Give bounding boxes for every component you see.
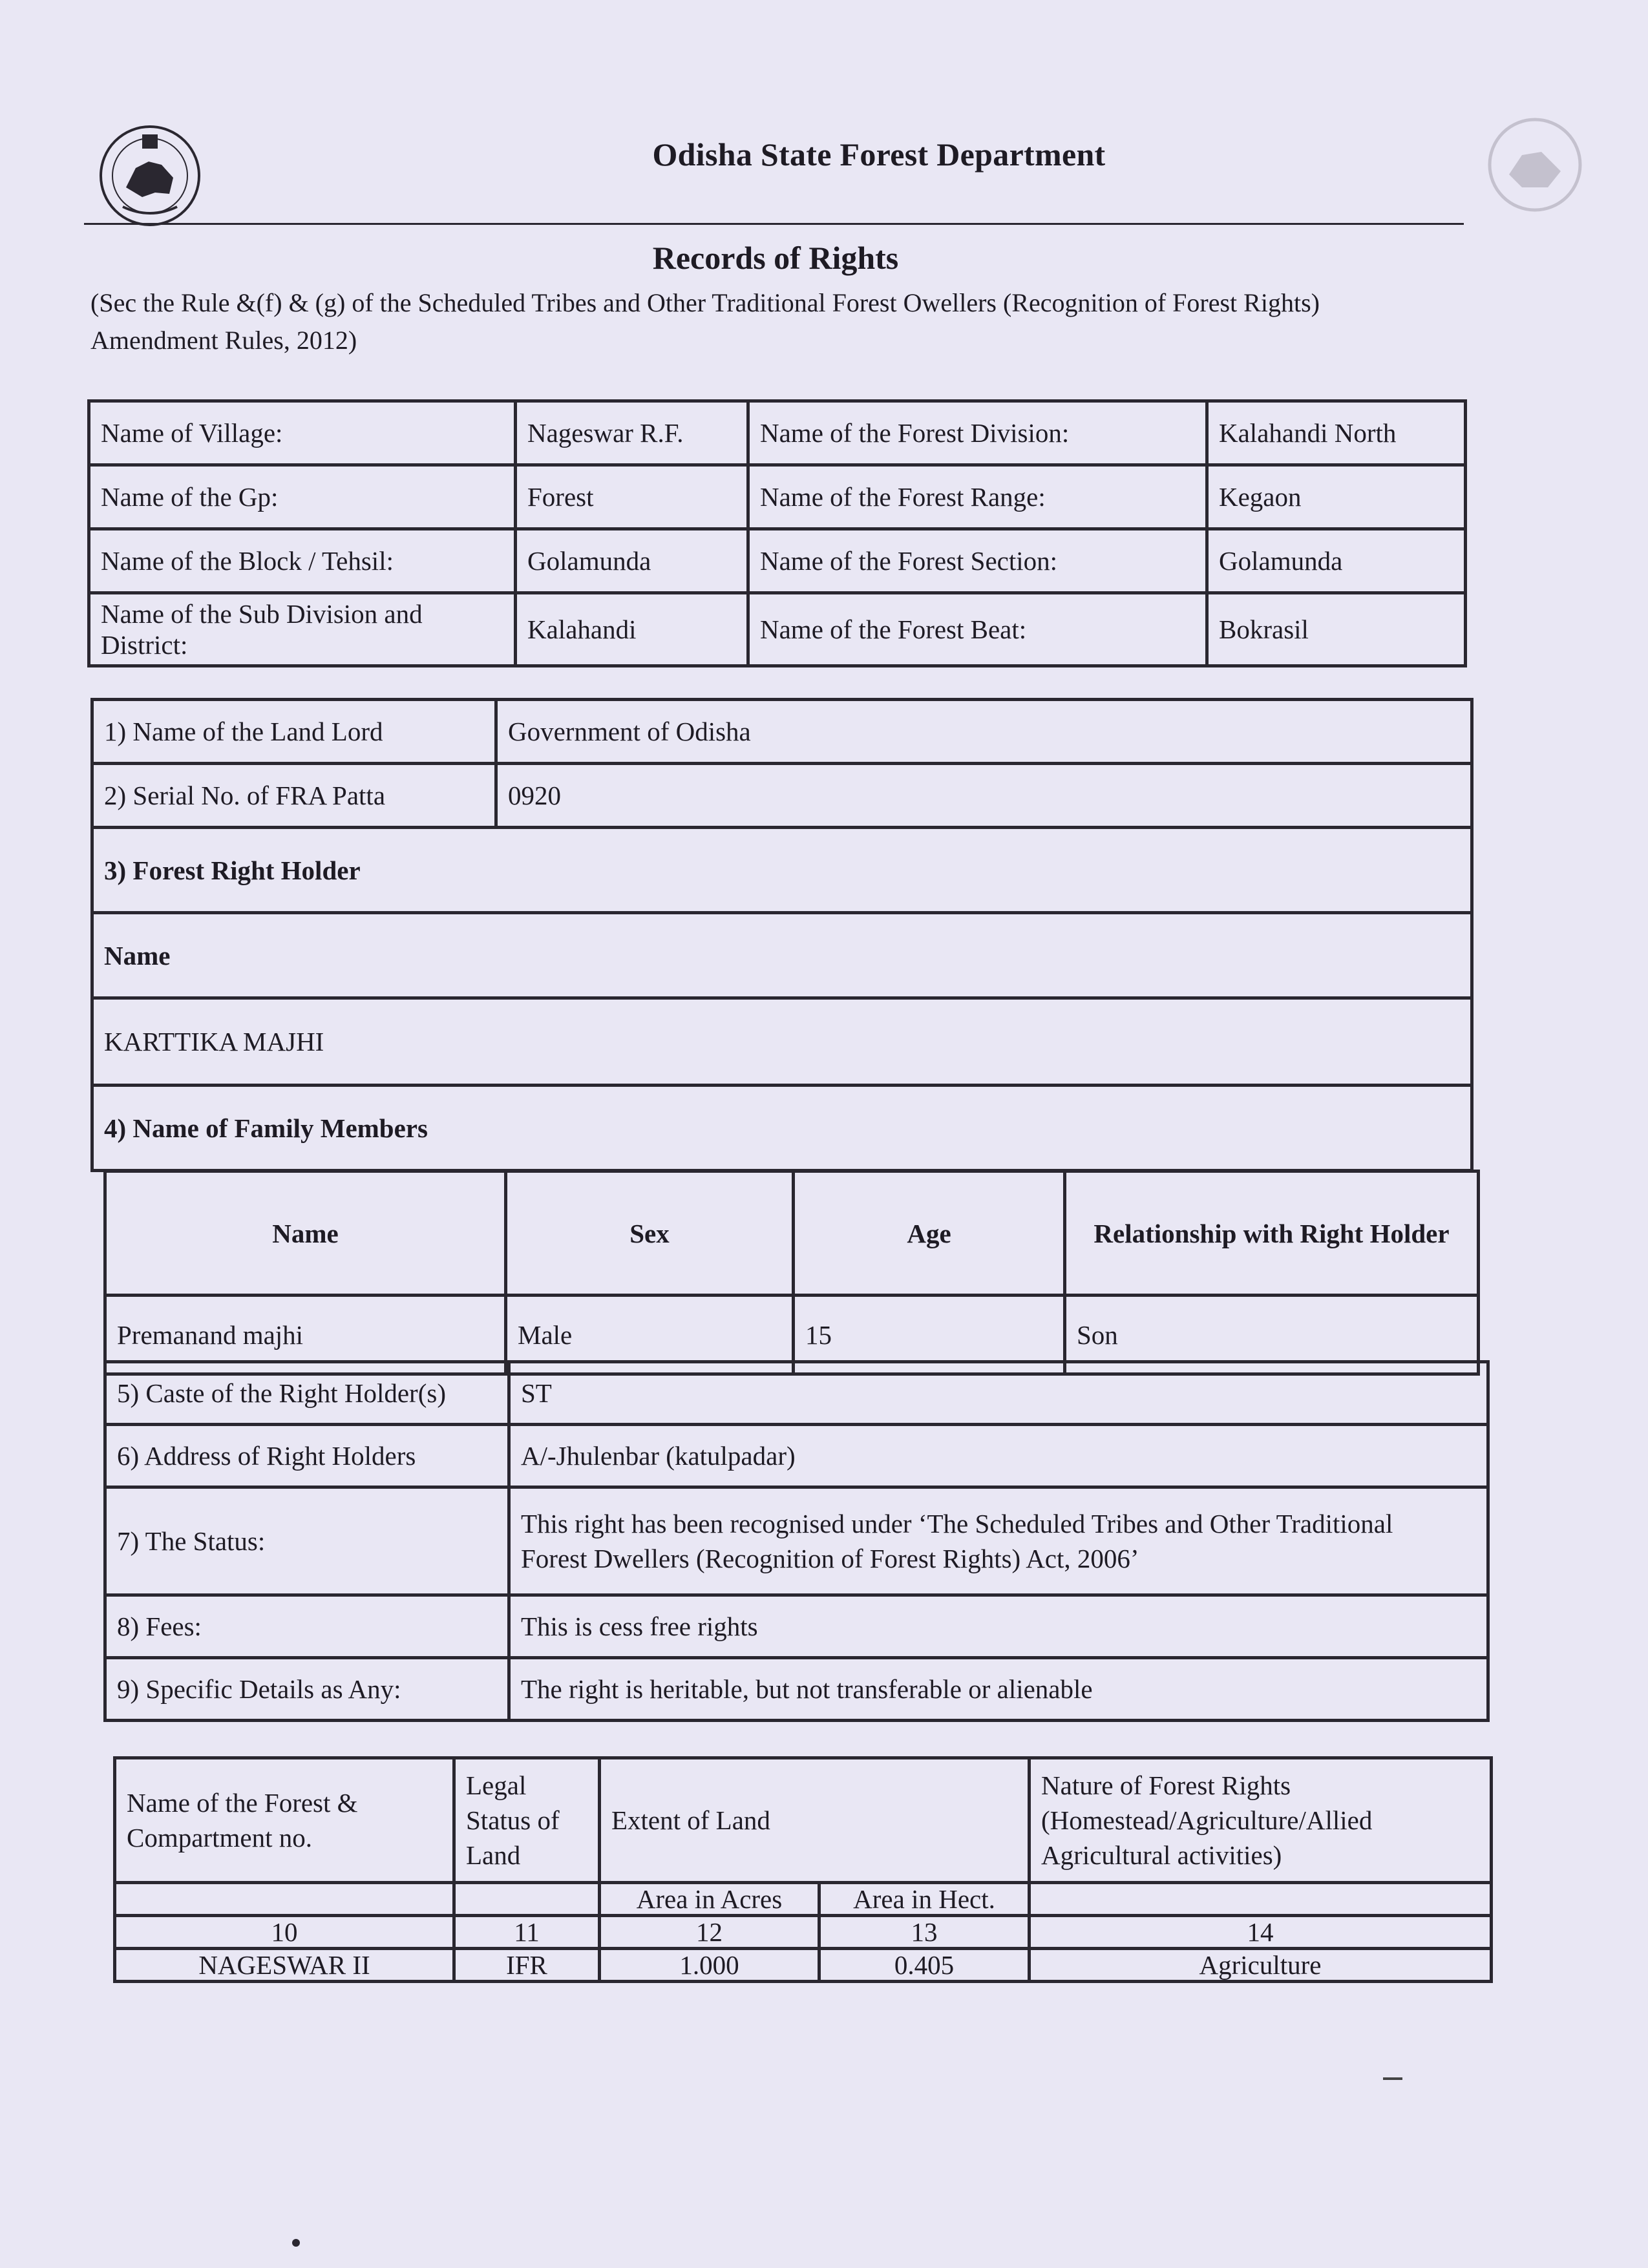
table-row: [89, 529, 1466, 593]
table-row: [89, 401, 1466, 465]
serial-label: 2) Serial No. of FRA Patta: [92, 764, 496, 828]
address-value: A/-Jhulenbar (katulpadar): [509, 1425, 1488, 1487]
nature-of-rights-header: Nature of Forest Rights (Homestead/Agriculture/Allied Agricultural activities): [1030, 1758, 1492, 1883]
specific-details-value: The right is heritable, but not transferable or alienable: [509, 1658, 1488, 1721]
status-label: 7) The Status:: [105, 1487, 509, 1595]
table-header-row: [115, 1758, 1492, 1883]
nature-of-rights-value: Agriculture: [1030, 1949, 1492, 1982]
table-row: [105, 1658, 1488, 1721]
right-holder-name: KARTTIKA MAJHI: [92, 998, 1472, 1086]
gp-value: Forest: [516, 465, 748, 529]
table-row: [105, 1425, 1488, 1487]
column-number: 13: [819, 1916, 1030, 1949]
family-members-table: [103, 1170, 1480, 1376]
column-header: Name: [105, 1171, 506, 1296]
table-row: [89, 465, 1466, 529]
address-label: 6) Address of Right Holders: [105, 1425, 509, 1487]
area-hect-value: 0.405: [819, 1949, 1030, 1982]
forest-name-value: NAGESWAR II: [115, 1949, 454, 1982]
member-relationship: Son: [1065, 1296, 1479, 1374]
forest-beat-value: Bokrasil: [1207, 593, 1466, 666]
gp-label: Name of the Gp:: [89, 465, 516, 529]
empty-cell: [1030, 1883, 1492, 1916]
legal-status-header: Legal Status of Land: [454, 1758, 600, 1883]
header-divider: [84, 223, 1464, 225]
block-label: Name of the Block / Tehsil:: [89, 529, 516, 593]
extent-of-land-header: Extent of Land: [600, 1758, 1030, 1883]
member-age: 15: [794, 1296, 1065, 1374]
rights-table: [90, 698, 1474, 1172]
area-acres-value: 1.000: [600, 1949, 819, 1982]
table-row: [105, 1487, 1488, 1595]
land-table: [113, 1756, 1493, 1983]
table-row: [115, 1949, 1492, 1982]
forest-range-value: Kegaon: [1207, 465, 1466, 529]
forest-range-label: Name of the Forest Range:: [748, 465, 1207, 529]
specific-details-label: 9) Specific Details as Any:: [105, 1658, 509, 1721]
table-row: [92, 700, 1472, 764]
landlord-label: 1) Name of the Land Lord: [92, 700, 496, 764]
subdivision-value: Kalahandi: [516, 593, 748, 666]
column-header: Age: [794, 1171, 1065, 1296]
caste-value: ST: [509, 1362, 1488, 1425]
department-title: Odisha State Forest Department: [652, 136, 1106, 173]
empty-cell: [454, 1883, 600, 1916]
forest-compartment-header: Name of the Forest & Compartment no.: [115, 1758, 454, 1883]
column-header: Sex: [506, 1171, 794, 1296]
table-row: [89, 593, 1466, 666]
forest-division-label: Name of the Forest Division:: [748, 401, 1207, 465]
status-line: This right has been recognised under ‘The Scheduled Tribes and Other Traditional: [521, 1509, 1393, 1538]
table-row: [92, 998, 1472, 1086]
column-number: 11: [454, 1916, 600, 1949]
table-row: [115, 1883, 1492, 1916]
column-number: 12: [600, 1916, 819, 1949]
table-row: [92, 764, 1472, 828]
serial-value: 0920: [496, 764, 1472, 828]
table-row: [92, 828, 1472, 913]
scan-dot: [292, 2239, 300, 2247]
village-label: Name of Village:: [89, 401, 516, 465]
subdivision-label: Name of the Sub Division and District:: [89, 593, 516, 666]
rule-reference: (Sec the Rule &(f) & (g) of the Scheduled Tribes and Other Traditional Forest Owellers (Recognition of Forest Rights) Amendment Rules, 2012): [90, 288, 1320, 355]
scan-mark: [1383, 2077, 1402, 2089]
member-name: Premanand majhi: [105, 1296, 506, 1374]
table-row: [115, 1916, 1492, 1949]
landlord-value: Government of Odisha: [496, 700, 1472, 764]
status-line: Forest Dwellers (Recognition of Forest Rights) Act, 2006’: [521, 1544, 1139, 1573]
caste-label: 5) Caste of the Right Holder(s): [105, 1362, 509, 1425]
table-row: [105, 1595, 1488, 1658]
fees-value: This is cess free rights: [509, 1595, 1488, 1658]
family-members-heading: 4) Name of Family Members: [92, 1086, 1472, 1171]
right-holder-heading: 3) Forest Right Holder: [92, 828, 1472, 913]
document-title: Records of Rights: [652, 240, 899, 276]
table-row: [92, 1086, 1472, 1171]
empty-cell: [115, 1883, 454, 1916]
details-table: [103, 1360, 1490, 1722]
table-row: [92, 913, 1472, 998]
forest-section-label: Name of the Forest Section:: [748, 529, 1207, 593]
name-heading: Name: [92, 913, 1472, 998]
forest-division-value: Kalahandi North: [1207, 401, 1466, 465]
table-header-row: [105, 1171, 1479, 1296]
area-hect-header: Area in Hect.: [819, 1883, 1030, 1916]
table-row: [105, 1362, 1488, 1425]
location-table: [87, 399, 1467, 667]
odisha-emblem-icon: [97, 116, 204, 236]
fees-label: 8) Fees:: [105, 1595, 509, 1658]
legal-status-value: IFR: [454, 1949, 600, 1982]
column-number: 14: [1030, 1916, 1492, 1949]
status-value: [509, 1487, 1488, 1595]
area-acres-header: Area in Acres: [600, 1883, 819, 1916]
forest-beat-label: Name of the Forest Beat:: [748, 593, 1207, 666]
column-number: 10: [115, 1916, 454, 1949]
faded-stamp-icon: [1483, 110, 1587, 220]
column-header: Relationship with Right Holder: [1065, 1171, 1479, 1296]
village-value: Nageswar R.F.: [516, 401, 748, 465]
member-sex: Male: [506, 1296, 794, 1374]
block-value: Golamunda: [516, 529, 748, 593]
forest-section-value: Golamunda: [1207, 529, 1466, 593]
